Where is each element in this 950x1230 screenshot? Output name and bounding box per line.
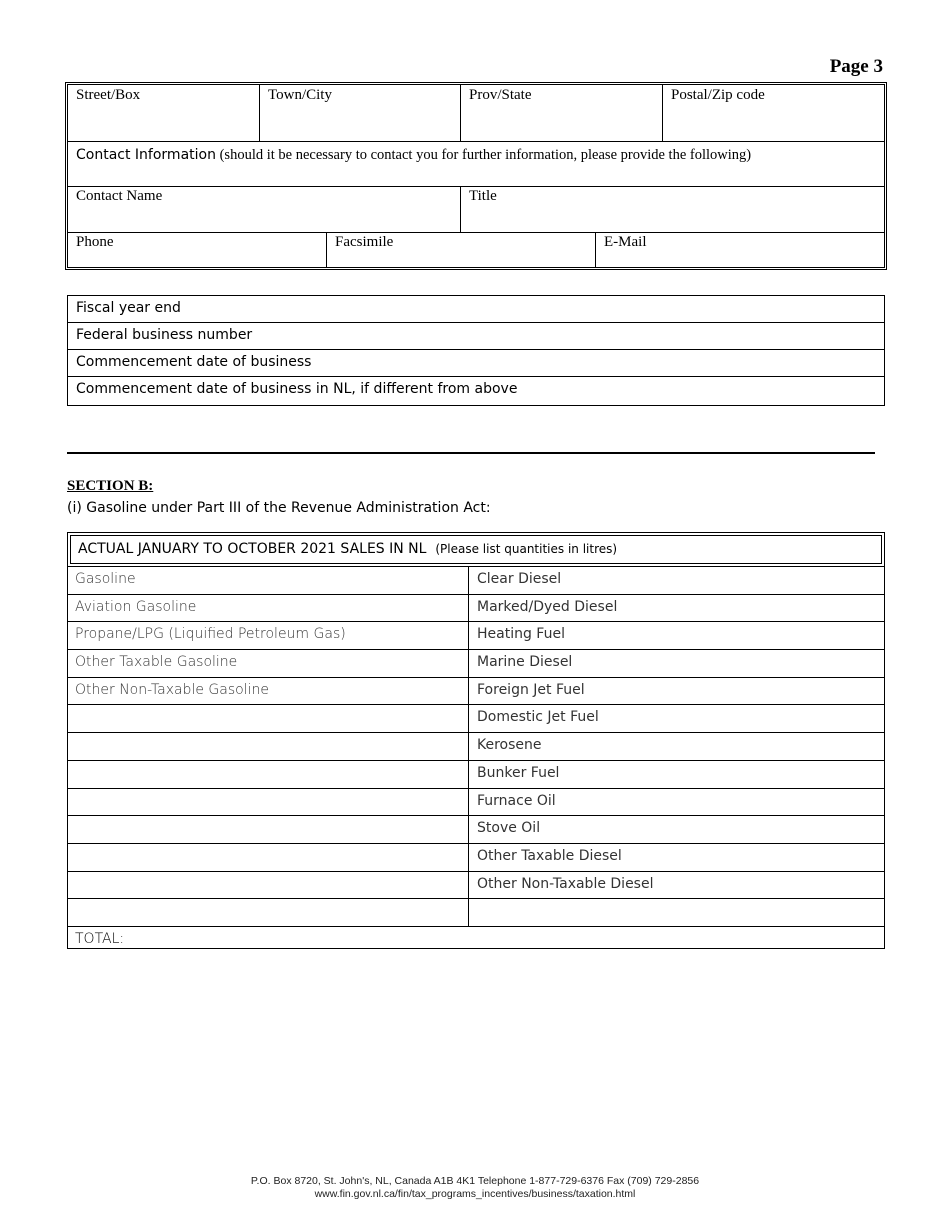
contact-heading-title: Contact Information	[76, 147, 216, 163]
table-row	[68, 732, 884, 760]
business-info-table	[67, 295, 885, 406]
title-label: Title	[469, 188, 497, 204]
contact-heading-row	[68, 141, 884, 187]
diesel-cell[interactable]: Marked/Dyed Diesel	[477, 598, 618, 615]
gasoline-cell[interactable]: Other Taxable Gasoline	[68, 650, 469, 677]
gasoline-cell[interactable]: Gasoline	[68, 567, 469, 594]
diesel-cell[interactable]: Kerosene	[477, 737, 542, 754]
diesel-cell[interactable]: Foreign Jet Fuel	[477, 681, 585, 698]
table-row	[68, 566, 884, 594]
total-row[interactable]	[68, 926, 884, 954]
gasoline-cell[interactable]	[68, 705, 469, 732]
table-row	[68, 594, 884, 622]
fax-label: Facsimile	[335, 234, 394, 250]
sales-heading-text: ACTUAL JANUARY TO OCTOBER 2021 SALES IN NL	[78, 541, 427, 557]
sales-heading-note: (Please list quantities in litres)	[435, 542, 618, 556]
contact-info-table	[67, 84, 885, 268]
diesel-cell[interactable]	[469, 899, 884, 926]
federal-business-number-field[interactable]: Federal business number	[68, 323, 884, 350]
footer-url: www.fin.gov.nl.ca/fin/tax_programs_incentives/business/taxation.html	[314, 1188, 636, 1200]
page-number: Page 3	[829, 56, 883, 77]
email-label: E-Mail	[604, 234, 647, 250]
footer-address: P.O. Box 8720, St. John's, NL, Canada A1B 4K1 Telephone 1-877-729-6376 Fax (709) 729-2856	[250, 1175, 700, 1187]
table-row	[68, 871, 884, 899]
diesel-cell[interactable]: Clear Diesel	[477, 571, 562, 587]
street-field[interactable]	[68, 85, 260, 141]
gasoline-cell[interactable]	[68, 899, 469, 926]
diesel-cell[interactable]: Bunker Fuel	[477, 764, 560, 781]
section-subtitle: (i) Gasoline under Part III of the Revenue Administration Act:	[67, 500, 491, 516]
fax-field[interactable]	[327, 232, 596, 267]
footer	[0, 1175, 950, 1201]
table-row	[68, 677, 884, 705]
diesel-cell[interactable]: Marine Diesel	[477, 654, 573, 671]
town-field[interactable]	[260, 85, 461, 141]
table-row	[68, 760, 884, 788]
table-row	[68, 843, 884, 871]
gasoline-cell[interactable]	[68, 816, 469, 843]
table-row	[68, 704, 884, 732]
postal-field[interactable]	[663, 85, 884, 141]
commencement-date-nl-field[interactable]: Commencement date of business in NL, if different from above	[76, 381, 518, 397]
section-divider	[67, 452, 875, 454]
gasoline-cell[interactable]	[68, 789, 469, 816]
gasoline-cell[interactable]	[68, 733, 469, 760]
sales-table-heading	[70, 535, 882, 564]
address-row	[68, 85, 884, 142]
phone-field[interactable]	[68, 232, 327, 267]
prov-label: Prov/State	[469, 87, 532, 103]
postal-label: Postal/Zip code	[671, 87, 765, 103]
gasoline-cell[interactable]	[68, 844, 469, 871]
table-row	[68, 649, 884, 677]
sales-table	[67, 532, 885, 949]
diesel-cell[interactable]: Domestic Jet Fuel	[477, 709, 599, 726]
phone-row	[68, 232, 884, 267]
diesel-cell[interactable]: Other Non-Taxable Diesel	[477, 875, 654, 892]
gasoline-cell[interactable]: Other Non-Taxable Gasoline	[68, 678, 469, 705]
diesel-cell[interactable]: Other Taxable Diesel	[477, 847, 622, 864]
street-label: Street/Box	[76, 87, 141, 103]
contact-name-row	[68, 186, 884, 233]
table-row	[68, 621, 884, 649]
gasoline-cell[interactable]	[68, 872, 469, 899]
section-title: SECTION B:	[67, 478, 154, 494]
gasoline-cell[interactable]: Aviation Gasoline	[68, 595, 469, 622]
table-row	[68, 898, 884, 926]
contact-heading	[68, 141, 884, 186]
email-field[interactable]	[596, 232, 884, 267]
gasoline-cell[interactable]: Propane/LPG (Liquified Petroleum Gas)	[68, 622, 469, 649]
contact-heading-note: (should it be necessary to contact you for further information, please provide the following)	[215, 147, 752, 163]
table-row	[68, 788, 884, 816]
diesel-cell[interactable]: Heating Fuel	[477, 626, 565, 643]
total-label: TOTAL:	[75, 930, 125, 947]
diesel-cell[interactable]: Stove Oil	[477, 820, 541, 837]
table-row	[68, 815, 884, 843]
prov-field[interactable]	[461, 85, 663, 141]
phone-label: Phone	[76, 234, 114, 250]
title-field[interactable]	[461, 186, 884, 232]
gasoline-cell[interactable]	[68, 761, 469, 788]
commencement-date-field[interactable]: Commencement date of business	[68, 350, 884, 377]
diesel-cell[interactable]: Furnace Oil	[477, 792, 556, 809]
fiscal-year-end-field[interactable]: Fiscal year end	[68, 296, 884, 323]
contact-name-field[interactable]	[68, 186, 461, 232]
contact-name-label: Contact Name	[76, 188, 163, 204]
town-label: Town/City	[268, 87, 332, 103]
